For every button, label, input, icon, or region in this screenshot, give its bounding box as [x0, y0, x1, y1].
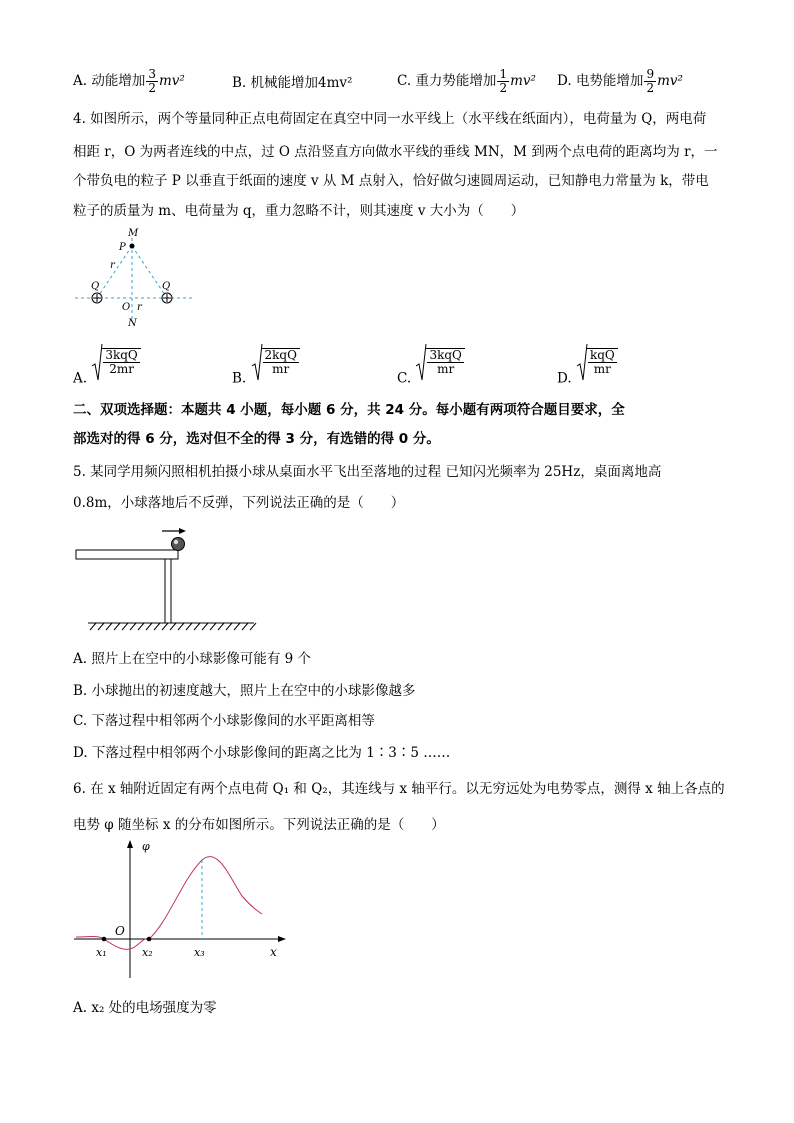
denominator: 2	[148, 81, 156, 95]
option-prefix: B.	[232, 75, 247, 91]
sqrt-expression	[251, 342, 300, 382]
q4-option-a	[73, 342, 141, 387]
q3-option-c	[397, 68, 536, 95]
point-x2	[147, 937, 152, 942]
q4-option-d	[557, 342, 618, 387]
q5-option-c: C. 下落过程中相邻两个小球影像间的水平距离相等	[73, 713, 375, 729]
numerator: 3kqQ	[429, 348, 462, 362]
q4-option-b	[232, 342, 300, 387]
fraction	[146, 68, 158, 95]
section-2-heading-line-2: 部选对的得 6 分，选对但不全的得 3 分，有选错的得 0 分。	[73, 431, 440, 447]
label-p: P	[119, 242, 126, 253]
fraction	[497, 68, 509, 95]
denominator: mr	[272, 362, 290, 376]
option-prefix: B.	[232, 370, 247, 387]
q6-potential-graph	[70, 838, 290, 988]
q3-option-d	[557, 68, 683, 95]
numerator: 9	[646, 67, 655, 81]
sqrt-expression	[415, 342, 464, 382]
option-prefix: D.	[557, 73, 572, 89]
denominator: mr	[437, 362, 455, 376]
label-x1: x₁	[96, 946, 107, 959]
option-prefix: C.	[397, 73, 412, 89]
denominator: 2mr	[109, 362, 134, 376]
sqrt-expression	[91, 342, 140, 382]
q5-line-1: 5. 某同学用频闪照相机拍摄小球从桌面水平飞出至落地的过程 已知闪光频率为 25Hz，桌面离地高	[73, 464, 662, 480]
q4-line-1: 4. 如图所示，两个等量同种正点电荷固定在真空中同一水平线上（水平线在纸面内），电荷量为 Q，两电荷	[73, 111, 707, 127]
y-axis-arrow	[127, 840, 133, 848]
q5-option-a: A. 照片上在空中的小球影像可能有 9 个	[73, 651, 312, 667]
label-m: M	[128, 228, 139, 239]
option-text: 动能增加	[91, 73, 146, 89]
q6-line-2: 电势 φ 随坐标 x 的分布如图所示。下列说法正确的是（ ）	[73, 817, 445, 833]
label-q-left: Q	[91, 281, 100, 292]
numerator: kqQ	[589, 348, 615, 362]
potential-curve	[76, 857, 262, 950]
point-p	[130, 244, 135, 249]
option-tail: mv²	[158, 73, 185, 89]
q5-option-d: D. 下落过程中相邻两个小球影像间的距离之比为 1∶3∶5 ……	[73, 745, 451, 761]
label-x2: x₂	[142, 946, 153, 959]
q5-figure-table	[72, 526, 262, 634]
table-leg	[165, 559, 171, 623]
label-x: x	[270, 945, 277, 959]
ground-hatching	[90, 623, 256, 630]
sqrt-expression	[576, 342, 618, 382]
q6-option-a: A. x₂ 处的电场强度为零	[73, 1000, 217, 1016]
denominator: 2	[499, 81, 508, 95]
option-prefix: A.	[73, 73, 88, 89]
option-text: 重力势能增加	[415, 73, 497, 89]
left-slant-line	[97, 246, 132, 298]
q4-line-3: 个带负电的粒子 P 以垂直于纸面的速度 v 从 M 点射入，恰好做匀速圆周运动，已知静电力常量为 k，带电	[73, 173, 709, 189]
ball	[172, 538, 185, 551]
numerator: 1	[499, 67, 508, 81]
point-x1	[102, 937, 107, 942]
label-q-right: Q	[162, 281, 171, 292]
option-text: 电势能增加	[575, 73, 644, 89]
option-prefix: A.	[73, 370, 88, 387]
ball-highlight	[174, 540, 178, 544]
q5-option-b: B. 小球抛出的初速度越大，照片上在空中的小球影像越多	[73, 683, 416, 699]
q5-line-2: 0.8m，小球落地后不反弹，下列说法正确的是（ ）	[73, 495, 405, 511]
label-r-side: r	[110, 260, 115, 271]
q6-line-1: 6. 在 x 轴附近固定有两个点电荷 Q₁ 和 Q₂，其连线与 x 轴平行。以无穷远处为电势零点，测得 x 轴上各点的	[73, 781, 725, 797]
numerator: 3kqQ	[105, 348, 138, 362]
option-tail: mv²	[510, 73, 536, 89]
option-text: 机械能增加4mv²	[250, 75, 353, 91]
option-tail: mv²	[657, 73, 683, 89]
fraction	[644, 68, 656, 95]
q4-option-c	[397, 342, 465, 387]
label-o: O	[115, 924, 125, 938]
option-prefix: C.	[397, 370, 412, 387]
q3-option-b	[232, 74, 352, 92]
label-o: O	[122, 302, 131, 313]
label-phi: φ	[142, 840, 150, 853]
numerator: 3	[148, 67, 156, 81]
denominator: mr	[593, 362, 611, 376]
label-n: N	[128, 318, 137, 329]
label-x3: x₃	[194, 946, 205, 959]
numerator: 2kqQ	[264, 348, 297, 362]
q4-line-2: 相距 r，O 为两者连线的中点，过 O 点沿竖直方向做水平线的垂线 MN，M 到两个点电荷的距离均为 r，一	[73, 144, 718, 160]
label-r-bottom: r	[137, 302, 142, 313]
section-2-heading-line-1: 二、双项选择题：本题共 4 小题，每小题 6 分，共 24 分。每小题有两项符合题目要求，全	[73, 402, 625, 418]
table-top	[76, 550, 178, 559]
denominator: 2	[646, 81, 655, 95]
q3-option-a	[73, 68, 185, 95]
q4-line-4: 粒子的质量为 m、电荷量为 q，重力忽略不计，则其速度 v 大小为（ ）	[73, 203, 525, 219]
x-axis-arrow	[278, 936, 286, 942]
option-prefix: D.	[557, 370, 572, 387]
q4-figure	[70, 226, 200, 330]
velocity-arrow-head	[179, 528, 186, 534]
